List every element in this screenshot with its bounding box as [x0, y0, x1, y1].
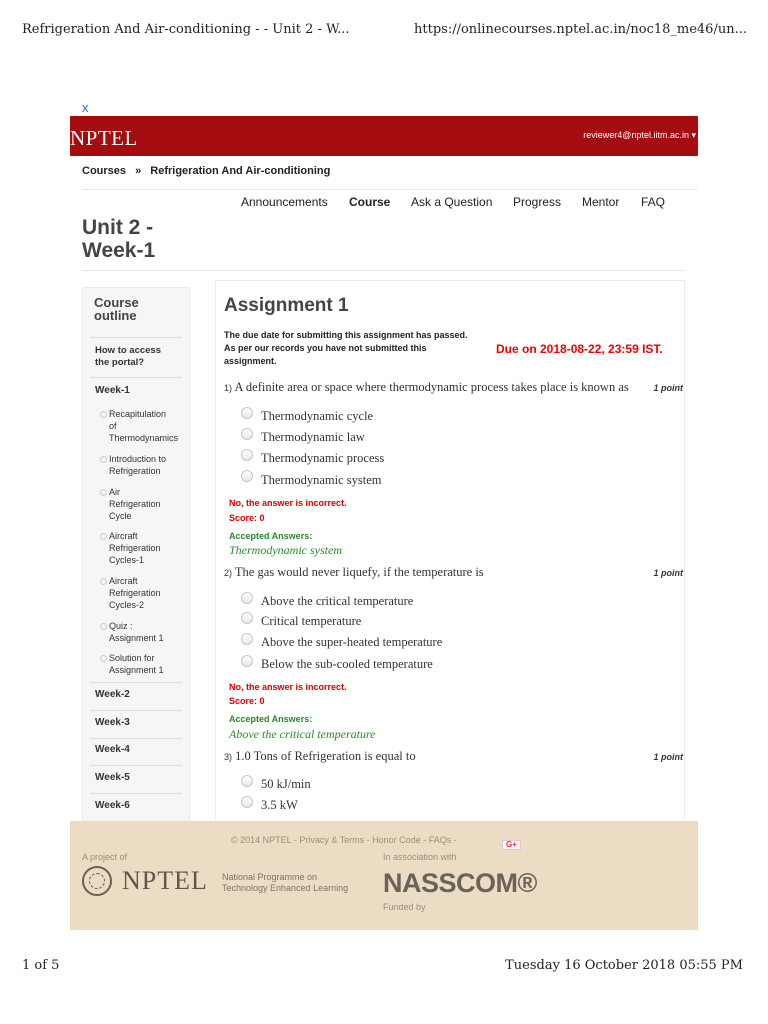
sidebar-item-week-5[interactable]: Week-5	[95, 772, 130, 783]
association-label: In association with	[383, 852, 457, 862]
user-menu[interactable]: reviewer4@nptel.iitm.ac.in ▾	[583, 130, 696, 140]
question-score: Score: 0	[229, 696, 265, 706]
question-2	[224, 565, 484, 580]
sidebar-subitem-label: Cycles-1	[109, 555, 145, 565]
sidebar-subitem-label: Solution for	[109, 653, 155, 663]
sidebar-subitem-introduction[interactable]	[109, 453, 166, 477]
question-score: Score: 0	[229, 513, 265, 523]
sidebar-divider	[90, 793, 182, 794]
breadcrumb	[82, 165, 336, 177]
nptel-description-line: Technology Enhanced Learning	[222, 883, 349, 893]
sidebar-heading-line: outline	[94, 308, 137, 323]
sidebar-subitem-label: Air	[109, 487, 120, 497]
sidebar-subitem-label: Thermodynamics	[109, 433, 179, 443]
divider	[82, 270, 685, 271]
sidebar-subitem-label: Assignment 1	[109, 633, 164, 643]
question-3	[224, 749, 416, 764]
sidebar-subitem-label: Refrigeration	[109, 543, 161, 553]
answer-option: 50 kJ/min	[261, 777, 311, 791]
unit-status-dot	[100, 578, 107, 585]
tab-mentor[interactable]: Mentor	[582, 195, 620, 209]
print-page-url: https://onlinecourses.nptel.ac.in/noc18_me46/un...	[414, 22, 747, 37]
answer-radio[interactable]	[241, 592, 253, 604]
breadcrumb-separator: »	[135, 165, 142, 177]
print-page-number: 1 of 5	[22, 958, 60, 973]
unit-status-dot	[100, 623, 107, 630]
due-date: Due on 2018-08-22, 23:59 IST.	[496, 342, 663, 356]
answer-option: Thermodynamic law	[261, 430, 365, 444]
answer-option: Critical temperature	[261, 614, 362, 628]
sidebar-divider	[90, 765, 182, 766]
sidebar-subitem-air-refrigeration[interactable]	[109, 486, 161, 522]
question-number: 3)	[224, 752, 233, 762]
footer-links[interactable]: © 2014 NPTEL - Privacy & Terms - Honor Code - FAQs -	[231, 835, 457, 845]
answer-option: Thermodynamic cycle	[261, 409, 374, 423]
tab-announcements[interactable]: Announcements	[241, 195, 328, 209]
sidebar-subitem-label: Aircraft	[109, 531, 138, 541]
sidebar-item-label: How to access	[95, 345, 161, 356]
answer-option: 3.5 kW	[261, 798, 298, 812]
page-title-line-2: Week-1	[82, 239, 156, 262]
sidebar-subitem-label: Assignment 1	[109, 665, 164, 675]
sidebar-item-week-2[interactable]: Week-2	[95, 689, 130, 700]
tab-faq[interactable]: FAQ	[641, 195, 666, 209]
sidebar-divider	[90, 337, 182, 338]
page-title	[82, 216, 155, 262]
unit-status-dot	[100, 655, 107, 662]
answer-radio[interactable]	[241, 428, 253, 440]
due-date-message-line: assignment.	[224, 356, 277, 366]
sidebar-item-how-to-access[interactable]	[95, 345, 161, 369]
unit-status-dot	[100, 411, 107, 418]
page-title-line-1: Unit 2 -	[82, 216, 154, 239]
assignment-title: Assignment 1	[224, 295, 349, 316]
answer-radio[interactable]	[241, 775, 253, 787]
close-link[interactable]: x	[82, 100, 89, 115]
question-number: 1)	[224, 383, 233, 393]
tab-ask-a-question[interactable]: Ask a Question	[411, 195, 493, 209]
accepted-answers-label: Accepted Answers:	[229, 714, 313, 724]
answer-option: Above the critical temperature	[261, 594, 414, 608]
sidebar-item-week-1[interactable]: Week-1	[95, 385, 130, 396]
sidebar-item-label: the portal?	[95, 357, 145, 368]
due-date-message	[224, 329, 468, 368]
sidebar-subitem-label: Refrigeration	[109, 588, 161, 598]
sidebar-subitem-label: Refrigeration	[109, 499, 161, 509]
sidebar-heading-line: Course	[94, 295, 139, 310]
answer-option: Thermodynamic process	[261, 451, 385, 465]
project-of-label: A project of	[82, 852, 128, 862]
incorrect-feedback: No, the answer is incorrect.	[229, 498, 347, 508]
nasscom-logo: NASSCOM®	[383, 868, 537, 898]
question-points: 1 point	[653, 752, 683, 762]
google-plus-icon[interactable]: G+	[502, 840, 521, 850]
breadcrumb-courses[interactable]: Courses	[82, 165, 127, 177]
sidebar-heading	[94, 296, 139, 322]
sidebar-subitem-aircraft-1[interactable]	[109, 530, 161, 566]
sidebar-subitem-aircraft-2[interactable]	[109, 575, 161, 611]
accepted-answers-label: Accepted Answers:	[229, 531, 313, 541]
question-points: 1 point	[653, 568, 683, 578]
answer-option: Above the super-heated temperature	[261, 635, 443, 649]
question-text: A definite area or space where thermodynamic process takes place is known as	[234, 380, 629, 394]
accepted-answer: Above the critical temperature	[229, 727, 376, 741]
nptel-footer-logo: NPTEL	[122, 866, 208, 895]
print-page-title: Refrigeration And Air-conditioning - - Unit 2 - W...	[22, 22, 350, 37]
unit-status-dot	[100, 533, 107, 540]
unit-status-dot	[100, 456, 107, 463]
nptel-logo[interactable]: NPTEL	[70, 126, 138, 150]
sidebar-subitem-label: of	[109, 421, 117, 431]
sidebar-subitem-label: Quiz :	[109, 621, 133, 631]
sidebar-subitem-label: Introduction to	[109, 454, 167, 464]
sidebar-item-week-6[interactable]: Week-6	[95, 800, 130, 811]
funded-by-label: Funded by	[383, 902, 426, 912]
sidebar-divider	[90, 377, 182, 378]
answer-radio[interactable]	[241, 449, 253, 461]
due-date-message-line: As per our records you have not submitted this	[224, 343, 427, 353]
sidebar-divider	[90, 738, 182, 739]
answer-radio[interactable]	[241, 612, 253, 624]
question-number: 2)	[224, 568, 233, 578]
unit-status-dot	[100, 489, 107, 496]
sidebar-subitem-quiz[interactable]	[109, 620, 164, 644]
question-points: 1 point	[653, 383, 683, 393]
sidebar-item-week-3[interactable]: Week-3	[95, 717, 130, 728]
answer-radio[interactable]	[241, 655, 253, 667]
answer-radio[interactable]	[241, 796, 253, 808]
accepted-answer: Thermodynamic system	[229, 543, 342, 557]
answer-radio[interactable]	[241, 633, 253, 645]
sidebar-subitem-recapitulation[interactable]	[109, 408, 178, 444]
question-text: The gas would never liquefy, if the temperature is	[234, 565, 484, 579]
sidebar-subitem-label: Refrigeration	[109, 466, 161, 476]
incorrect-feedback: No, the answer is incorrect.	[229, 682, 347, 692]
divider	[82, 189, 698, 190]
nptel-seal-inner	[89, 873, 105, 889]
print-date: Tuesday 16 October 2018 05:55 PM	[505, 958, 743, 973]
sidebar-subitem-label: Cycle	[109, 511, 132, 521]
question-text: 1.0 Tons of Refrigeration is equal to	[235, 749, 416, 763]
tab-progress[interactable]: Progress	[513, 195, 562, 209]
sidebar-divider	[90, 682, 182, 683]
tab-course[interactable]: Course	[349, 195, 391, 209]
sidebar-item-week-4[interactable]: Week-4	[95, 744, 130, 755]
answer-radio[interactable]	[241, 407, 253, 419]
sidebar-subitem-solution[interactable]	[109, 652, 164, 676]
nptel-description	[222, 872, 348, 894]
answer-option: Thermodynamic system	[261, 473, 382, 487]
sidebar-divider	[90, 710, 182, 711]
sidebar-subitem-label: Aircraft	[109, 576, 138, 586]
question-1	[224, 380, 629, 395]
answer-radio[interactable]	[241, 470, 253, 482]
sidebar-subitem-label: Recapitulation	[109, 409, 167, 419]
answer-option: Below the sub-cooled temperature	[261, 657, 433, 671]
sidebar-subitem-label: Cycles-2	[109, 600, 145, 610]
due-date-message-line: The due date for submitting this assignment has passed.	[224, 330, 468, 340]
nptel-description-line: National Programme on	[222, 872, 318, 882]
breadcrumb-course[interactable]: Refrigeration And Air-conditioning	[150, 165, 331, 177]
